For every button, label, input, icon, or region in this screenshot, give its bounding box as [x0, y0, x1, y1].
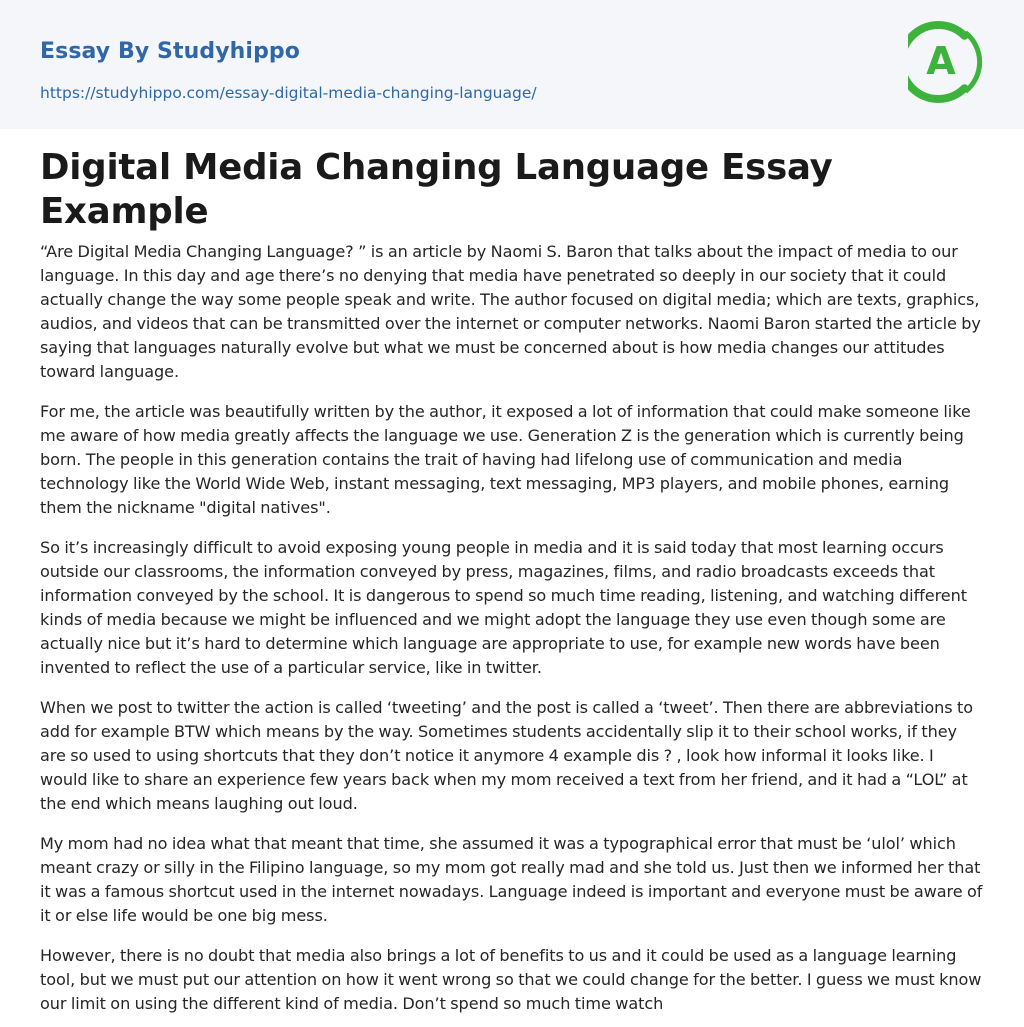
logo-letter: A — [926, 39, 956, 83]
article-paragraph: So it’s increasingly difficult to avoid exposing young people in media and it is said today that most learning occurs outside our classrooms, the information conveyed by press, magazines, films, and radio broadcasts exceeds that information conveyed by the school. It is dangerous to spend so much time reading, listening, and watching different kinds of media because we might be influenced and we might adopt the language they use even though some are actually nice but it’s hard to determine which language are appropriate to use, for example new words have been invented to reflect the use of a particular service, like in twitter. — [40, 538, 967, 677]
site-brand[interactable]: Essay By Studyhippo — [40, 39, 300, 64]
article-paragraph: However, there is no doubt that media also brings a lot of benefits to us and it could be used as a language learning tool, but we must put our attention on how it went wrong so that we could change for the better. I guess we must know our limit on using the different kind of media. Don’t spend so much time watch — [40, 946, 982, 1013]
article-paragraph: When we post to twitter the action is called ‘tweeting’ and the post is called a ‘tweet’. Then there are abbreviations to add for example BTW which means by the way. Sometimes students accidentally slip it to their school works, if they are so used to using shortcuts that they don’t notice it anymore 4 example dis ? , look how informal it looks like. I would like to share an experience few years back when my mom received a text from her friend, and it had a “LOL” at the end which means laughing out loud. — [40, 698, 973, 813]
article-url-link[interactable]: https://studyhippo.com/essay-digital-media-changing-language/ — [40, 84, 537, 102]
article-title: Digital Media Changing Language Essay Example — [40, 147, 833, 232]
site-header — [0, 0, 1024, 129]
article-paragraph: “Are Digital Media Changing Language? ” is an article by Naomi S. Baron that talks about the impact of media to our language. In this day and age there’s no denying that media have penetrated so deeply in our society that it could actually change the way some people speak and write. The author focused on digital media; which are texts, graphics, audios, and videos that can be transmitted over the internet or computer networks. Naomi Baron started the article by saying that languages naturally evolve but what we must be concerned about is how media changes our attitudes toward language. — [40, 242, 981, 381]
article-paragraph: For me, the article was beautifully written by the author, it exposed a lot of information that could make someone like me aware of how media greatly affects the language we use. Generation Z is the generation which is currently being born. The people in this generation contains the trait of having had lifelong use of communication and media technology like the World Wide Web, instant messaging, text messaging, MP3 players, and mobile phones, earning them the nickname "digital natives". — [40, 402, 971, 517]
article-body — [0, 129, 1024, 1016]
studyhippo-logo-icon[interactable] — [908, 18, 988, 106]
article-paragraph: My mom had no idea what that meant that time, she assumed it was a typographical error that must be ‘ulol’ which meant crazy or silly in the Filipino language, so my mom got really mad and she told us. Just then we informed her that it was a famous shortcut used in the internet nowadays. Language indeed is important and everyone must be aware of it or else life would be one big mess. — [40, 834, 983, 925]
